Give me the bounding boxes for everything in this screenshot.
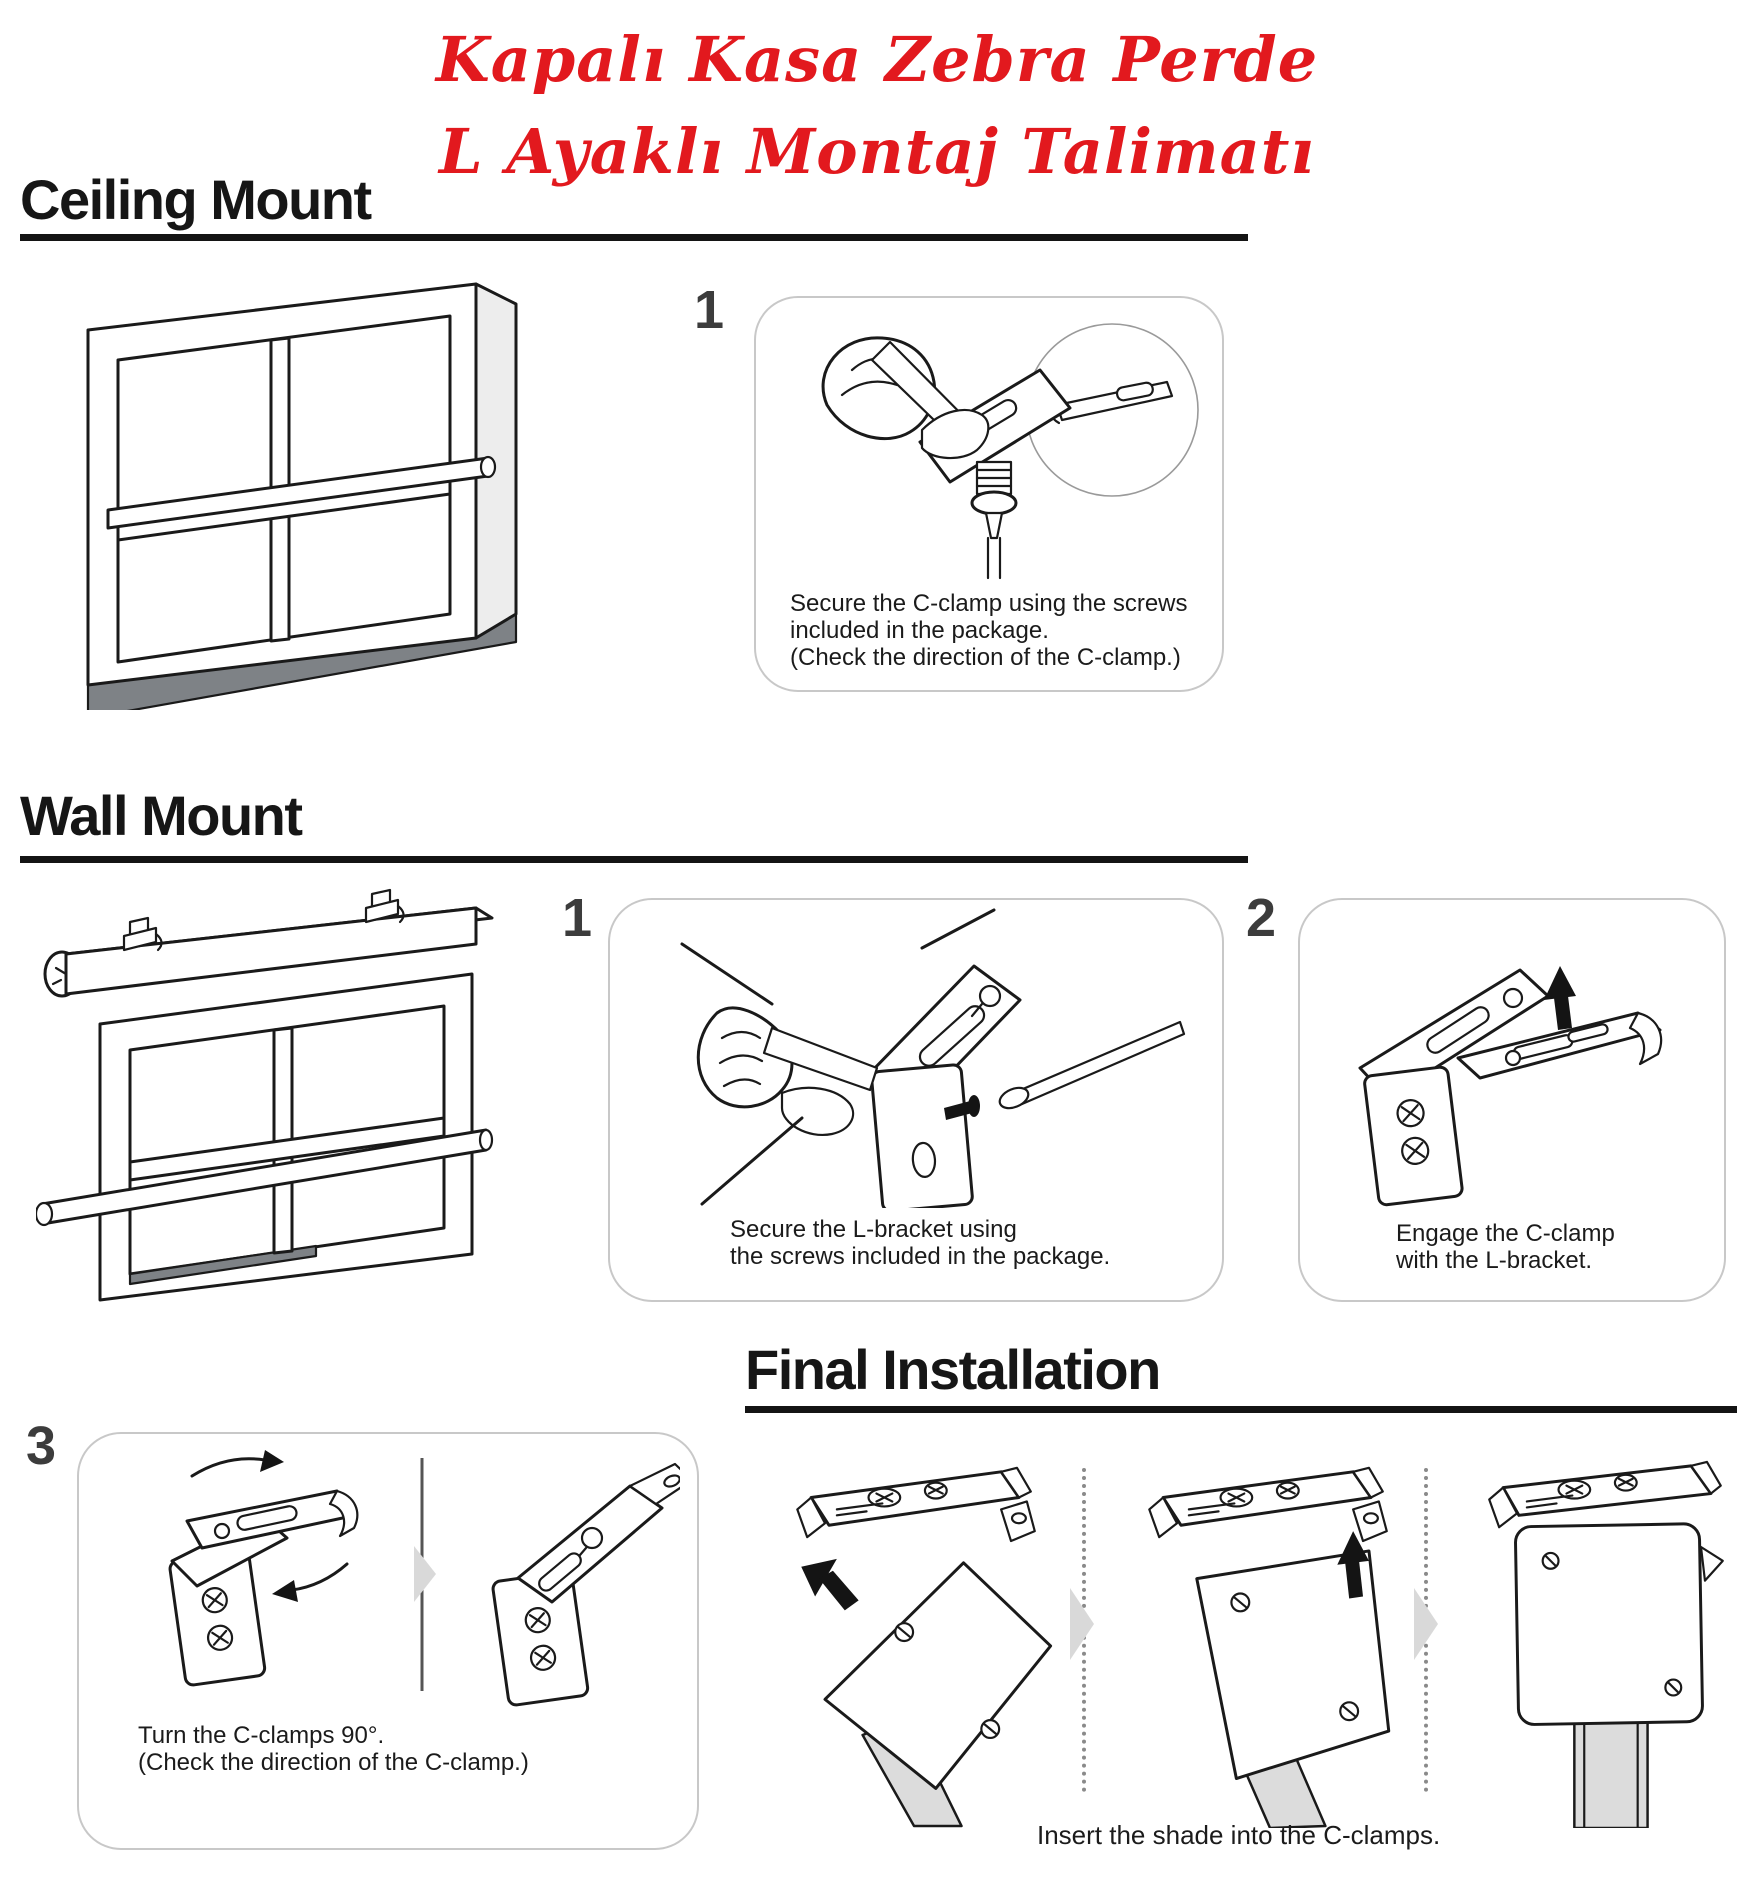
- caption-line: (Check the direction of the C-clamp.): [138, 1749, 529, 1776]
- caption-line: Engage the C-clamp: [1396, 1220, 1615, 1247]
- insert-shade-step2-illustration: [1118, 1452, 1424, 1828]
- shade-cassette-tilted: [825, 1563, 1051, 1789]
- final-step3-caption: [138, 1722, 529, 1776]
- l-bracket: [870, 966, 1020, 1208]
- caption-line: (Check the direction of the C-clamp.): [790, 644, 1181, 671]
- final-section-rule: [745, 1406, 1737, 1413]
- caption-line: Secure the L-bracket using: [730, 1216, 1017, 1243]
- ceiling-section-rule: [20, 234, 1248, 241]
- ceiling-mount-heading: Ceiling Mount: [20, 168, 371, 231]
- final-installation-heading: Final Installation: [745, 1338, 1160, 1401]
- wall-section-rule: [20, 856, 1248, 863]
- bracket-before-turn: [169, 1450, 357, 1686]
- insert-shade-step3-illustration: [1462, 1452, 1752, 1828]
- c-clamp-illustration: [1489, 1462, 1721, 1527]
- title-line-1: Kapalı Kasa Zebra Perde: [435, 23, 1319, 96]
- shade-fabric-band: [1574, 1721, 1647, 1828]
- rotate-arrow-icon: [192, 1450, 284, 1476]
- next-step-chevron-icon: [1068, 1588, 1096, 1660]
- up-arrow-icon: [1544, 966, 1576, 1030]
- caption-line: with the L-bracket.: [1396, 1247, 1593, 1274]
- title-line-2: L Ayaklı Montaj Talimatı: [439, 115, 1315, 188]
- insert-arrow-icon: [801, 1559, 858, 1610]
- next-step-chevron-icon: [414, 1546, 436, 1602]
- c-clamp-hand-illustration: [772, 310, 1212, 582]
- caption-line: Turn the C-clamps 90°.: [138, 1722, 385, 1749]
- wall-step1-number: 1: [562, 888, 593, 948]
- clamp-engage-illustration: [1308, 908, 1712, 1208]
- hand-illustration: [698, 1008, 877, 1204]
- rotate-arrow-icon: [272, 1564, 347, 1602]
- bracket-after-turn: [492, 1464, 680, 1706]
- c-clamp-illustration: [1149, 1468, 1386, 1541]
- insert-shade-step1-illustration: [766, 1452, 1072, 1828]
- wall-step2-caption: [1396, 1220, 1615, 1274]
- next-step-chevron-icon: [1412, 1588, 1440, 1660]
- final-insert-caption: Insert the shade into the C-clamps.: [1037, 1820, 1441, 1850]
- caption-line: the screws included in the package.: [730, 1243, 1111, 1270]
- final-step3-number: 3: [26, 1416, 57, 1476]
- screw-with-spring: [972, 462, 1016, 578]
- wall-mount-heading: Wall Mount: [20, 784, 302, 847]
- ceiling-window-illustration: [58, 270, 553, 710]
- l-bracket-hand-illustration: [622, 908, 1206, 1208]
- ceiling-step1-caption: [790, 590, 1188, 671]
- ceiling-step1-number: 1: [694, 280, 725, 340]
- turn-clamps-illustration: [92, 1446, 680, 1714]
- wall-step1-caption: [730, 1216, 1110, 1270]
- c-clamp-profile: [1057, 382, 1172, 420]
- caption-line: Secure the C-clamp using the screws: [790, 590, 1188, 617]
- wall-window-illustration: [36, 882, 536, 1304]
- c-clamp-illustration: [797, 1468, 1034, 1541]
- wall-step2-number: 2: [1246, 888, 1277, 948]
- l-bracket: [1360, 970, 1548, 1206]
- caption-line: included in the package.: [790, 617, 1049, 644]
